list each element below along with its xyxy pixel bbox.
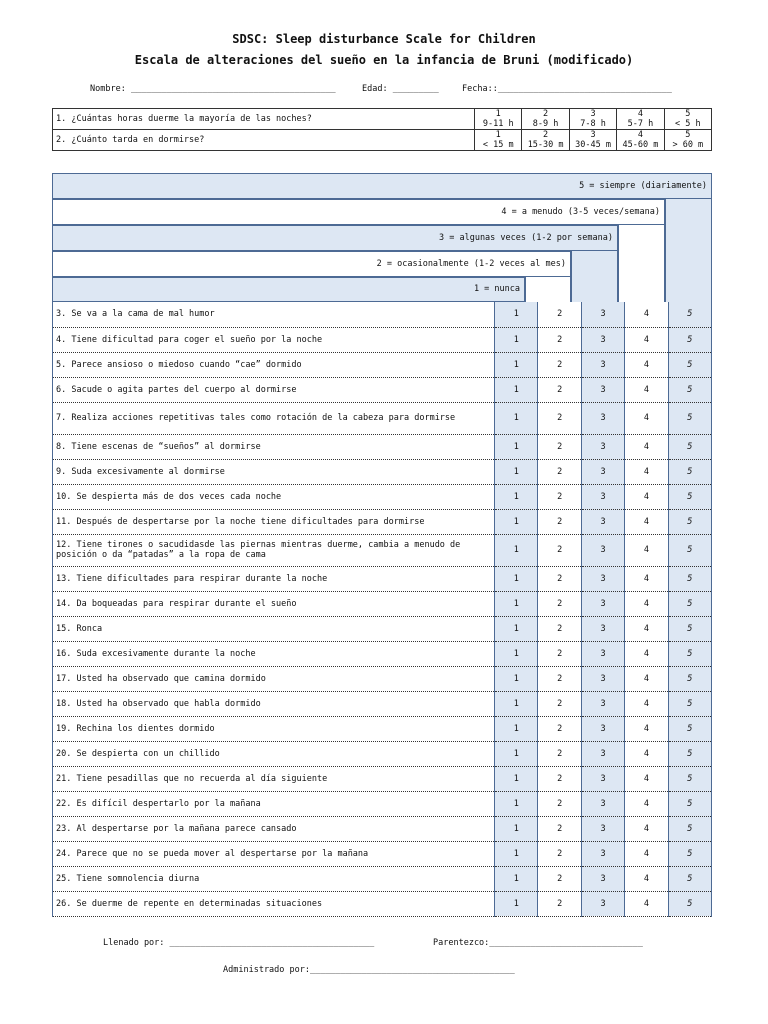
answer-option-5[interactable]: 5 xyxy=(668,841,711,866)
answer-option-1[interactable]: 1 xyxy=(495,666,538,691)
answer-option-4[interactable]: 4 xyxy=(625,434,668,459)
form-title: SDSC: Sleep disturbance Scale for Children xyxy=(232,32,536,46)
answer-score: 4 xyxy=(637,109,643,119)
answer-option-5[interactable]: 5 xyxy=(668,566,711,591)
scale-label-5: 5 = siempre (diariamente) xyxy=(52,173,712,199)
answer-option-5[interactable]: 5 xyxy=(668,616,711,641)
answer-option-1[interactable]: 1 xyxy=(495,691,538,716)
answer-option-2[interactable]: 2 xyxy=(538,377,581,402)
item-row xyxy=(53,509,712,534)
answer-option-2[interactable]: 2 xyxy=(538,591,581,616)
filled-by-field[interactable]: Llenado por: ________________________________________ xyxy=(103,938,375,948)
answer-option-2[interactable]: 2 xyxy=(538,766,581,791)
answer-option-2[interactable]: 2 xyxy=(538,716,581,741)
answer-option-5[interactable]: 5 xyxy=(668,459,711,484)
answer-option-2[interactable]: 2 xyxy=(538,459,581,484)
item-row xyxy=(53,302,712,327)
item-text: 25. Tiene somnolencia diurna xyxy=(53,866,495,891)
item-row xyxy=(53,891,712,916)
answer-option-1[interactable]: 1 xyxy=(495,327,538,352)
answer-option-5[interactable]: 5 xyxy=(668,509,711,534)
answer-option-4[interactable]: 4 xyxy=(625,509,668,534)
item-text: 11. Después de despertarse por la noche tiene dificultades para dormirse xyxy=(53,509,495,534)
answer-range: 5-7 h xyxy=(627,119,654,129)
answer-option-1[interactable]: 1 xyxy=(495,434,538,459)
item-text: 21. Tiene pesadillas que no recuerda al día siguiente xyxy=(53,766,495,791)
answer-range: 15-30 m xyxy=(527,140,564,150)
item-row xyxy=(53,741,712,766)
answer-option-1[interactable]: 1 xyxy=(495,302,538,327)
item-text: 15. Ronca xyxy=(53,616,495,641)
answer-option-5[interactable]: 5 xyxy=(668,741,711,766)
answer-score: 2 xyxy=(543,109,549,119)
answer-option-5[interactable]: 5 xyxy=(668,302,711,327)
answer-range: 7-8 h xyxy=(580,119,606,129)
item-row xyxy=(53,791,712,816)
answer-option-1[interactable]: 1 xyxy=(495,791,538,816)
item-row xyxy=(53,866,712,891)
answer-option-3[interactable]: 3 xyxy=(581,641,624,666)
answer-option-5[interactable]: 5 xyxy=(668,816,711,841)
item-row xyxy=(53,377,712,402)
answer-option-5[interactable]: 5 xyxy=(668,377,711,402)
item-row xyxy=(53,666,712,691)
top-answer-option[interactable] xyxy=(475,109,522,130)
answer-option-1[interactable]: 1 xyxy=(495,641,538,666)
answer-option-1[interactable]: 1 xyxy=(495,534,538,566)
answer-option-4[interactable]: 4 xyxy=(625,816,668,841)
top-question-text: 1. ¿Cuántas horas duerme la mayoría de las noches? xyxy=(53,109,475,130)
item-text: 4. Tiene dificultad para coger el sueño por la noche xyxy=(53,327,495,352)
answer-option-3[interactable]: 3 xyxy=(581,327,624,352)
answer-option-2[interactable]: 2 xyxy=(538,484,581,509)
top-answer-option[interactable] xyxy=(569,130,616,151)
top-answer-option[interactable] xyxy=(569,109,616,130)
answer-option-2[interactable]: 2 xyxy=(538,566,581,591)
scale-column-4 xyxy=(618,225,665,302)
answer-option-3[interactable]: 3 xyxy=(581,566,624,591)
answer-option-4[interactable]: 4 xyxy=(625,766,668,791)
answer-option-1[interactable]: 1 xyxy=(495,891,538,916)
answer-option-1[interactable]: 1 xyxy=(495,766,538,791)
answer-range: < 15 m xyxy=(482,140,514,150)
item-text: 9. Suda excesivamente al dormirse xyxy=(53,459,495,484)
answer-option-1[interactable]: 1 xyxy=(495,566,538,591)
item-text: 10. Se despierta más de dos veces cada noche xyxy=(53,484,495,509)
item-text: 16. Suda excesivamente durante la noche xyxy=(53,641,495,666)
answer-option-4[interactable]: 4 xyxy=(625,302,668,327)
answer-range: 9-11 h xyxy=(482,119,514,129)
item-row xyxy=(53,616,712,641)
scale-column-3 xyxy=(571,251,618,302)
answer-option-2[interactable]: 2 xyxy=(538,666,581,691)
answer-option-3[interactable]: 3 xyxy=(581,459,624,484)
answer-option-2[interactable]: 2 xyxy=(538,509,581,534)
item-row xyxy=(53,766,712,791)
item-row xyxy=(53,591,712,616)
answer-option-5[interactable]: 5 xyxy=(668,716,711,741)
scale-label-3: 3 = algunas veces (1-2 por semana) xyxy=(52,225,618,251)
answer-option-2[interactable]: 2 xyxy=(538,691,581,716)
item-row xyxy=(53,434,712,459)
answer-option-2[interactable]: 2 xyxy=(538,866,581,891)
items-table xyxy=(52,302,712,917)
answer-option-3[interactable]: 3 xyxy=(581,716,624,741)
answer-option-1[interactable]: 1 xyxy=(495,841,538,866)
item-text: 17. Usted ha observado que camina dormido xyxy=(53,666,495,691)
item-row xyxy=(53,841,712,866)
answer-option-5[interactable]: 5 xyxy=(668,891,711,916)
top-question-row xyxy=(53,109,712,130)
answer-option-4[interactable]: 4 xyxy=(625,641,668,666)
item-text: 26. Se duerme de repente en determinadas situaciones xyxy=(53,891,495,916)
answer-score: 5 xyxy=(685,130,691,140)
answer-option-5[interactable]: 5 xyxy=(668,534,711,566)
item-row xyxy=(53,816,712,841)
answer-option-3[interactable]: 3 xyxy=(581,841,624,866)
answer-range: 45-60 m xyxy=(622,140,659,150)
item-row xyxy=(53,566,712,591)
top-answer-option[interactable] xyxy=(664,109,711,130)
scale-label-1: 1 = nunca xyxy=(52,277,525,302)
answer-option-3[interactable]: 3 xyxy=(581,377,624,402)
answer-option-3[interactable]: 3 xyxy=(581,791,624,816)
answer-option-5[interactable]: 5 xyxy=(668,641,711,666)
answer-option-3[interactable]: 3 xyxy=(581,402,624,434)
answer-option-2[interactable]: 2 xyxy=(538,534,581,566)
answer-option-5[interactable]: 5 xyxy=(668,866,711,891)
answer-option-1[interactable]: 1 xyxy=(495,591,538,616)
relationship-field[interactable]: Parentezco:______________________________ xyxy=(433,938,643,948)
answer-option-1[interactable]: 1 xyxy=(495,459,538,484)
answer-score: 3 xyxy=(590,109,596,119)
answer-option-4[interactable]: 4 xyxy=(625,534,668,566)
answer-score: 4 xyxy=(637,130,643,140)
answer-option-2[interactable]: 2 xyxy=(538,352,581,377)
answer-option-1[interactable]: 1 xyxy=(495,616,538,641)
answer-option-4[interactable]: 4 xyxy=(625,741,668,766)
answer-option-5[interactable]: 5 xyxy=(668,791,711,816)
answer-range: < 5 h xyxy=(675,119,701,129)
form-subtitle: Escala de alteraciones del sueño en la infancia de Bruni (modificado) xyxy=(134,53,634,67)
item-row xyxy=(53,716,712,741)
name-field[interactable]: Nombre: ________________________________________ xyxy=(90,84,336,94)
answer-option-4[interactable]: 4 xyxy=(625,566,668,591)
answer-option-3[interactable]: 3 xyxy=(581,891,624,916)
item-text: 24. Parece que no se pueda mover al despertarse por la mañana xyxy=(53,841,495,866)
administered-by-field[interactable]: Administrado por:________________________________________ xyxy=(223,965,515,975)
scale-column-5 xyxy=(665,199,712,302)
answer-option-2[interactable]: 2 xyxy=(538,791,581,816)
answer-option-5[interactable]: 5 xyxy=(668,327,711,352)
answer-option-5[interactable]: 5 xyxy=(668,591,711,616)
answer-option-3[interactable]: 3 xyxy=(581,741,624,766)
answer-option-2[interactable]: 2 xyxy=(538,402,581,434)
top-answer-option[interactable] xyxy=(522,130,569,151)
answer-score: 3 xyxy=(590,130,596,140)
answer-option-2[interactable]: 2 xyxy=(538,434,581,459)
item-row xyxy=(53,402,712,434)
answer-option-5[interactable]: 5 xyxy=(668,691,711,716)
answer-option-2[interactable]: 2 xyxy=(538,741,581,766)
answer-option-1[interactable]: 1 xyxy=(495,402,538,434)
answer-option-3[interactable]: 3 xyxy=(581,352,624,377)
answer-option-5[interactable]: 5 xyxy=(668,434,711,459)
answer-option-1[interactable]: 1 xyxy=(495,716,538,741)
answer-option-3[interactable]: 3 xyxy=(581,666,624,691)
answer-option-2[interactable]: 2 xyxy=(538,816,581,841)
item-text: 3. Se va a la cama de mal humor xyxy=(53,302,495,327)
item-text: 20. Se despierta con un chillido xyxy=(53,741,495,766)
answer-option-5[interactable]: 5 xyxy=(668,766,711,791)
date-field[interactable]: Fecha::__________________________________ xyxy=(462,84,672,94)
answer-option-4[interactable]: 4 xyxy=(625,841,668,866)
scale-label-4: 4 = a menudo (3-5 veces/semana) xyxy=(52,199,665,225)
item-row xyxy=(53,352,712,377)
answer-option-4[interactable]: 4 xyxy=(625,791,668,816)
answer-option-1[interactable]: 1 xyxy=(495,741,538,766)
answer-option-3[interactable]: 3 xyxy=(581,816,624,841)
answer-option-1[interactable]: 1 xyxy=(495,816,538,841)
answer-option-2[interactable]: 2 xyxy=(538,302,581,327)
answer-option-4[interactable]: 4 xyxy=(625,459,668,484)
answer-option-5[interactable]: 5 xyxy=(668,484,711,509)
answer-option-5[interactable]: 5 xyxy=(668,352,711,377)
answer-score: 1 xyxy=(495,130,501,140)
top-answer-option[interactable] xyxy=(617,130,664,151)
item-row xyxy=(53,484,712,509)
answer-option-5[interactable]: 5 xyxy=(668,402,711,434)
item-text: 12. Tiene tirones o sacudidasde las piernas mientras duerme, cambia a menudo de posición o da “patadas” a la ropa de cama xyxy=(53,534,495,566)
answer-option-3[interactable]: 3 xyxy=(581,484,624,509)
item-text: 13. Tiene dificultades para respirar durante la noche xyxy=(53,566,495,591)
item-row xyxy=(53,459,712,484)
item-text: 14. Da boqueadas para respirar durante el sueño xyxy=(53,591,495,616)
item-text: 8. Tiene escenas de “sueños” al dormirse xyxy=(53,434,495,459)
top-answer-option[interactable] xyxy=(475,130,522,151)
scale-label-2: 2 = ocasionalmente (1-2 veces al mes) xyxy=(52,251,571,277)
item-text: 23. Al despertarse por la mañana parece cansado xyxy=(53,816,495,841)
answer-option-4[interactable]: 4 xyxy=(625,591,668,616)
answer-option-4[interactable]: 4 xyxy=(625,716,668,741)
item-text: 22. Es difícil despertarlo por la mañana xyxy=(53,791,495,816)
answer-option-3[interactable]: 3 xyxy=(581,534,624,566)
answer-option-5[interactable]: 5 xyxy=(668,666,711,691)
item-text: 5. Parece ansioso o miedoso cuando “cae” dormido xyxy=(53,352,495,377)
answer-option-4[interactable]: 4 xyxy=(625,691,668,716)
answer-option-4[interactable]: 4 xyxy=(625,891,668,916)
top-answer-option[interactable] xyxy=(522,109,569,130)
scale-column-2 xyxy=(525,277,571,302)
answer-option-3[interactable]: 3 xyxy=(581,866,624,891)
answer-option-2[interactable]: 2 xyxy=(538,641,581,666)
answer-option-2[interactable]: 2 xyxy=(538,616,581,641)
answer-option-3[interactable]: 3 xyxy=(581,509,624,534)
answer-option-3[interactable]: 3 xyxy=(581,766,624,791)
answer-option-4[interactable]: 4 xyxy=(625,484,668,509)
answer-option-3[interactable]: 3 xyxy=(581,434,624,459)
answer-option-2[interactable]: 2 xyxy=(538,841,581,866)
top-question-text: 2. ¿Cuánto tarda en dormirse? xyxy=(53,130,475,151)
answer-option-4[interactable]: 4 xyxy=(625,327,668,352)
top-questions-table xyxy=(52,108,712,151)
item-text: 7. Realiza acciones repetitivas tales como rotación de la cabeza para dormirse xyxy=(53,402,495,434)
answer-score: 1 xyxy=(495,109,501,119)
item-row xyxy=(53,641,712,666)
answer-option-1[interactable]: 1 xyxy=(495,509,538,534)
top-question-row xyxy=(53,130,712,151)
item-row xyxy=(53,327,712,352)
answer-option-1[interactable]: 1 xyxy=(495,866,538,891)
answer-range: > 60 m xyxy=(672,140,704,150)
answer-range: 30-45 m xyxy=(575,140,611,150)
answer-option-3[interactable]: 3 xyxy=(581,302,624,327)
age-field[interactable]: Edad: _________ xyxy=(362,84,439,94)
item-row xyxy=(53,691,712,716)
answer-score: 5 xyxy=(685,109,691,119)
answer-option-3[interactable]: 3 xyxy=(581,616,624,641)
top-answer-option[interactable] xyxy=(617,109,664,130)
answer-option-4[interactable]: 4 xyxy=(625,402,668,434)
answer-option-1[interactable]: 1 xyxy=(495,352,538,377)
answer-option-3[interactable]: 3 xyxy=(581,591,624,616)
answer-score: 2 xyxy=(543,130,549,140)
answer-option-4[interactable]: 4 xyxy=(625,352,668,377)
item-text: 6. Sacude o agita partes del cuerpo al dormirse xyxy=(53,377,495,402)
item-text: 19. Rechina los dientes dormido xyxy=(53,716,495,741)
answer-option-2[interactable]: 2 xyxy=(538,327,581,352)
answer-option-1[interactable]: 1 xyxy=(495,484,538,509)
answer-option-4[interactable]: 4 xyxy=(625,666,668,691)
answer-option-1[interactable]: 1 xyxy=(495,377,538,402)
answer-range: 8-9 h xyxy=(532,119,559,129)
answer-option-4[interactable]: 4 xyxy=(625,377,668,402)
item-row xyxy=(53,534,712,566)
answer-option-4[interactable]: 4 xyxy=(625,866,668,891)
answer-option-4[interactable]: 4 xyxy=(625,616,668,641)
top-answer-option[interactable] xyxy=(664,130,711,151)
answer-option-3[interactable]: 3 xyxy=(581,691,624,716)
item-text: 18. Usted ha observado que habla dormido xyxy=(53,691,495,716)
answer-option-2[interactable]: 2 xyxy=(538,891,581,916)
